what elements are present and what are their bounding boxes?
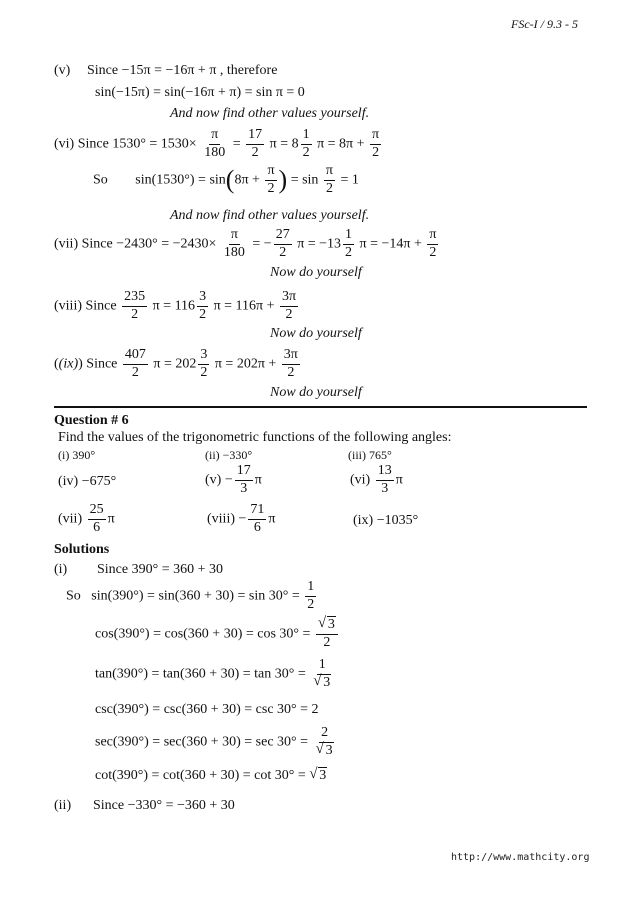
sol-csc-row: csc(390°) = csc(360 + 30) = csc 30° = 2 bbox=[95, 702, 319, 717]
part-viii-note: Now do yourself bbox=[270, 326, 362, 341]
solutions-title: Solutions bbox=[54, 542, 110, 557]
page-header: FSc-I / 9.3 - 5 bbox=[511, 17, 578, 31]
part-ix-line: ((ix)) Since $\frac{407}{2}$ π = 202 $\frac{3}{2}$ π = 202π + $\frac{3\pi}{2}$ bbox=[54, 347, 298, 380]
sol-ii-since: Since −330° = −360 + 30 bbox=[93, 798, 235, 813]
part-v-note: And now find other values yourself. bbox=[170, 106, 370, 121]
angle-ii: (ii) −330° bbox=[205, 448, 253, 462]
angle-v: (v) − $\frac{17}{3}$ π bbox=[205, 463, 262, 496]
angle-ix: (ix) −1035° bbox=[353, 513, 419, 528]
sol-sin-row: So sin(390°) = sin(360 + 30) = sin 30° = $\frac{1}{2}$ bbox=[66, 579, 315, 612]
part-vii-note: Now do yourself bbox=[270, 265, 362, 280]
angle-vi: (vi) $\frac{13}{3}$ π bbox=[350, 463, 403, 496]
question-intro: Find the values of the trigonometric functions of the following angles: bbox=[58, 430, 452, 445]
angle-iv: (iv) −675° bbox=[58, 474, 117, 489]
part-v-line1: Since −15π = −16π + π , therefore bbox=[87, 63, 278, 78]
angle-iii: (iii) 765° bbox=[348, 448, 392, 462]
sol-tan-row: tan(390°) = tan(360 + 30) = tan 30° = 1 √ 3 bbox=[95, 657, 331, 690]
part-vi-line1: (vi) Since 1530° = 1530× $\frac{\pi}{180}$ = $\frac{17}{2}$ π = 8 $\frac{1}{2}$ π = 8π + $\frac{\pi}{2}$ bbox=[54, 127, 380, 160]
part-ix-note: Now do yourself bbox=[270, 385, 362, 400]
part-vi-note: And now find other values yourself. bbox=[170, 208, 370, 223]
footer-url[interactable]: http://www.mathcity.org bbox=[451, 852, 590, 863]
sol-i-label: (i) bbox=[54, 562, 68, 577]
section-divider bbox=[54, 406, 587, 408]
angle-vii: (vii) $\frac{25}{6}$ π bbox=[58, 502, 115, 535]
sol-sec-row: sec(390°) = sec(360 + 30) = sec 30° = 2 √ 3 bbox=[95, 725, 333, 758]
part-vii-line: (vii) Since −2430° = −2430× $\frac{\pi}{180}$ = − $\frac{27}{2}$ π = −13 $\frac{1}{2}$ π = −14π + $\frac{\pi}{2}$ bbox=[54, 227, 437, 260]
part-viii-line: (viii) Since $\frac{235}{2}$ π = 116 $\frac{3}{2}$ π = 116π + $\frac{3\pi}{2}$ bbox=[54, 289, 297, 322]
part-v-line2: sin(−15π) = sin(−16π + π) = sin π = 0 bbox=[95, 85, 305, 100]
sol-ii-label: (ii) bbox=[54, 798, 72, 813]
part-vi-line2: So sin(1530°) = sin(8π + $\frac{\pi}{2}$ ) = sin $\frac{\pi}{2}$ = 1 bbox=[93, 163, 359, 196]
sol-i-since: Since 390° = 360 + 30 bbox=[97, 562, 223, 577]
question-title: Question # 6 bbox=[54, 413, 129, 428]
sol-cot-row: cot(390°) = cot(360 + 30) = cot 30° = √ 3 bbox=[95, 766, 327, 783]
angle-i: (i) 390° bbox=[58, 448, 96, 462]
part-v-label: (v) bbox=[54, 63, 71, 78]
angle-viii: (viii) − $\frac{71}{6}$ π bbox=[207, 502, 276, 535]
sol-cos-row: cos(390°) = cos(360 + 30) = cos 30° = √ 3 2 bbox=[95, 618, 340, 650]
